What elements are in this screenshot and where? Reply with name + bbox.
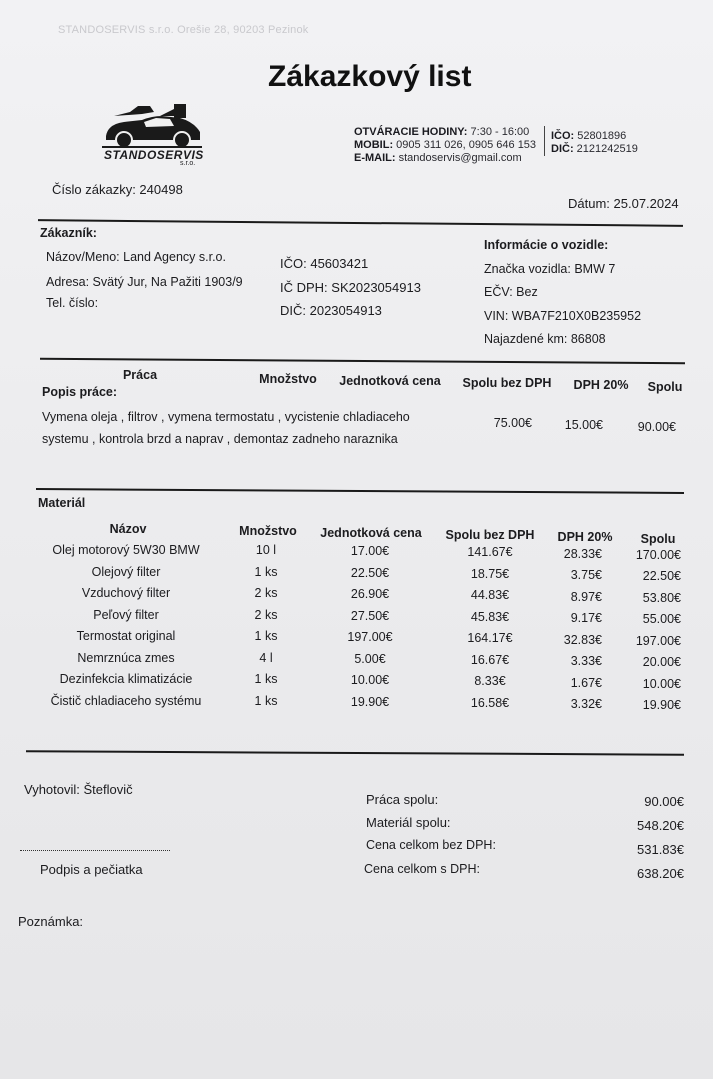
logo-suffix: s.r.o. <box>180 160 196 167</box>
signature-label: Podpis a pečiatka <box>40 862 143 877</box>
material-cell-net: 164.17€ <box>467 631 513 646</box>
material-cell-total: 20.00€ <box>642 655 681 670</box>
material-cell-qty: 4 l <box>259 650 273 665</box>
material-cell-net: 16.67€ <box>470 652 510 667</box>
material-cell-name: Olejový filter <box>91 564 161 579</box>
material-total-label: Materiál spolu: <box>366 815 451 830</box>
order-number: Číslo zákazky: 240498 <box>52 182 183 197</box>
customer-heading: Zákazník: <box>40 226 97 240</box>
vehicle-vin: VIN: WBA7F210X0B235952 <box>484 309 642 323</box>
work-unit-header: Jednotková cena <box>339 374 441 388</box>
net-total-value: 531.83€ <box>637 842 684 857</box>
material-cell-vat: 3.75€ <box>570 568 602 583</box>
material-total-header: Spolu <box>640 532 676 546</box>
material-cell-name: Peľový filter <box>93 607 159 622</box>
car-logo-icon <box>100 102 206 152</box>
work-qty-header: Množstvo <box>259 372 317 386</box>
material-heading: Materiál <box>38 496 86 510</box>
material-cell-net: 16.58€ <box>470 695 510 710</box>
customer-dic: DIČ: 2023054913 <box>280 303 382 318</box>
company-ico: 52801896 <box>577 130 627 142</box>
work-vat: 15.00€ <box>564 418 603 432</box>
material-cell-net: 141.67€ <box>467 545 513 560</box>
material-cell-net: 8.33€ <box>474 674 506 689</box>
material-cell-unit: 197.00€ <box>347 630 393 645</box>
divider-footer <box>26 750 684 755</box>
customer-phone: Tel. číslo: <box>46 296 99 310</box>
material-cell-name: Nemrznúca zmes <box>77 650 175 665</box>
work-description-line-1: Vymena oleja , filtrov , vymena termostatu , vycistenie chladiaceho <box>42 410 410 424</box>
material-cell-qty: 1 ks <box>254 629 278 643</box>
material-cell-vat: 8.97€ <box>570 589 602 604</box>
header-separator <box>544 126 545 156</box>
work-header: Práca <box>122 368 158 382</box>
material-vat-header: DPH 20% <box>557 530 613 544</box>
material-cell-unit: 26.90€ <box>350 587 390 602</box>
customer-ico: IČO: 45603421 <box>280 256 369 271</box>
material-cell-total: 22.50€ <box>642 569 681 584</box>
customer-ic-dph: IČ DPH: SK2023054913 <box>280 280 421 295</box>
material-qty-header: Množstvo <box>239 524 297 538</box>
vehicle-ecv: EČV: Bez <box>484 285 538 299</box>
work-net-header: Spolu bez DPH <box>462 376 552 390</box>
material-cell-qty: 2 ks <box>254 607 278 622</box>
note-label: Poznámka: <box>18 914 84 929</box>
work-net: 75.00€ <box>493 416 532 430</box>
material-cell-vat: 1.67€ <box>570 675 602 690</box>
vehicle-brand: Značka vozidla: BMW 7 <box>484 262 616 276</box>
hours-label: OTVÁRACIE HODINY: <box>354 126 468 138</box>
material-cell-unit: 5.00€ <box>354 651 386 666</box>
material-cell-total: 170.00€ <box>635 547 681 562</box>
net-total-label: Cena celkom bez DPH: <box>366 838 496 852</box>
material-cell-vat: 9.17€ <box>570 611 602 626</box>
material-cell-total: 53.80€ <box>642 590 681 605</box>
material-cell-total: 10.00€ <box>642 676 681 691</box>
order-date: Dátum: 25.07.2024 <box>568 196 679 211</box>
material-name-header: Názov <box>109 522 147 536</box>
divider-customer <box>38 219 683 227</box>
email-label: E-MAIL: <box>354 152 396 164</box>
work-description-label: Popis práce: <box>42 385 118 399</box>
company-dic: 2121242519 <box>576 143 638 155</box>
company-logo <box>100 102 206 170</box>
material-cell-unit: 22.50€ <box>350 565 390 580</box>
contact-block <box>354 126 536 165</box>
material-cell-unit: 19.90€ <box>350 694 390 709</box>
material-cell-name: Vzduchový filter <box>81 586 171 600</box>
material-cell-total: 19.90€ <box>642 698 681 713</box>
dic-label: DIČ: <box>551 143 574 155</box>
material-cell-qty: 1 ks <box>254 564 278 579</box>
mobile-numbers: 0905 311 026, 0905 646 153 <box>396 139 537 151</box>
material-cell-name: Termostat original <box>76 629 176 643</box>
material-cell-name: Olej motorový 5W30 BMW <box>52 543 200 557</box>
vehicle-heading: Informácie o vozidle: <box>484 238 609 252</box>
material-cell-unit: 27.50€ <box>350 608 390 623</box>
material-cell-vat: 32.83€ <box>563 632 602 647</box>
work-total-label: Práca spolu: <box>366 792 439 807</box>
ico-label: IČO: <box>551 130 575 142</box>
company-watermark: STANDOSERVIS s.r.o. Orešie 28, 90203 Pezinok <box>58 24 309 36</box>
material-cell-qty: 1 ks <box>254 693 278 708</box>
material-total-value: 548.20€ <box>637 818 684 833</box>
gross-total-label: Cena celkom s DPH: <box>364 862 481 876</box>
signature-line <box>20 850 170 851</box>
prepared-by: Vyhotovil: Šteflovič <box>24 782 133 797</box>
material-cell-unit: 10.00€ <box>350 673 390 688</box>
company-ids <box>551 130 638 156</box>
material-cell-net: 45.83€ <box>470 609 510 624</box>
customer-name: Názov/Meno: Land Agency s.r.o. <box>46 250 226 264</box>
material-cell-total: 55.00€ <box>642 612 681 627</box>
material-cell-name: Dezinfekcia klimatizácie <box>59 672 193 686</box>
material-cell-vat: 3.32€ <box>570 697 602 712</box>
work-total: 90.00€ <box>637 420 676 434</box>
work-description-line-2: systemu , kontrola brzd a naprav , demontaz zadneho naraznika <box>42 432 398 446</box>
material-cell-qty: 2 ks <box>254 586 278 600</box>
page-title: Zákazkový list <box>268 60 472 93</box>
work-total-header: Spolu <box>647 380 683 394</box>
material-net-header: Spolu bez DPH <box>445 528 535 542</box>
material-cell-net: 18.75€ <box>470 566 510 581</box>
opening-hours: 7:30 - 16:00 <box>470 126 530 138</box>
material-cell-vat: 3.33€ <box>570 654 602 669</box>
divider-work <box>40 358 685 365</box>
email-address: standoservis@gmail.com <box>398 152 522 164</box>
vehicle-km: Najazdené km: 86808 <box>484 332 606 346</box>
material-cell-net: 44.83€ <box>470 588 510 603</box>
gross-total-value: 638.20€ <box>637 866 684 881</box>
material-cell-qty: 10 l <box>255 543 277 557</box>
divider-material <box>36 488 684 494</box>
work-vat-header: DPH 20% <box>573 378 629 392</box>
mobile-label: MOBIL: <box>354 139 394 151</box>
logo-name: STANDOSERVIS <box>104 148 204 162</box>
material-cell-qty: 1 ks <box>254 672 278 686</box>
material-cell-unit: 17.00€ <box>350 544 390 559</box>
material-cell-vat: 28.33€ <box>563 546 602 561</box>
customer-address: Adresa: Svätý Jur, Na Pažiti 1903/9 <box>46 275 243 289</box>
work-total-value: 90.00€ <box>644 794 684 809</box>
material-unit-header: Jednotková cena <box>320 526 422 540</box>
material-cell-name: Čistič chladiaceho systému <box>50 693 202 708</box>
material-cell-total: 197.00€ <box>635 633 681 648</box>
